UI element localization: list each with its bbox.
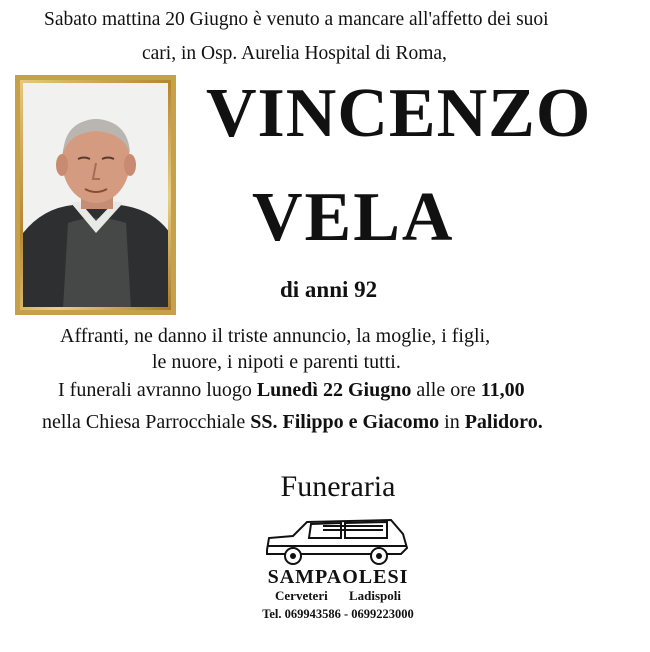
funeral-home-logo bbox=[243, 470, 433, 635]
logo-brand-name: SAMPAOLESI bbox=[267, 566, 409, 588]
funeral-date: Lunedì 22 Giugno bbox=[256, 379, 412, 401]
logo-town: Ladispoli bbox=[348, 588, 401, 603]
deceased-age: di anni 92 bbox=[280, 277, 378, 302]
portrait-illustration bbox=[23, 83, 168, 307]
hearse-icon bbox=[263, 510, 411, 568]
funeral-church: SS. Filippo e Giacomo bbox=[250, 411, 440, 433]
funeral-line-2 bbox=[42, 410, 543, 434]
logo-town: Cerveteri bbox=[275, 588, 328, 603]
funeral-line-1 bbox=[58, 378, 525, 402]
logo-title: Funeraria bbox=[280, 470, 396, 503]
portrait-photo bbox=[23, 83, 168, 307]
logo-towns bbox=[243, 588, 433, 604]
deceased-last-name: VELA bbox=[252, 179, 455, 256]
portrait-frame bbox=[15, 75, 176, 315]
announcement-line-2: le nuore, i nipoti e parenti tutti. bbox=[152, 351, 401, 373]
intro-line-2: cari, in Osp. Aurelia Hospital di Roma, bbox=[142, 43, 447, 64]
deceased-first-name: VINCENZO bbox=[206, 75, 592, 152]
funeral-place: Palidoro. bbox=[464, 411, 543, 433]
funeral-text: nella Chiesa Parrocchiale bbox=[42, 411, 251, 433]
intro-line-1: Sabato mattina 20 Giugno è venuto a mancare all'affetto dei suoi bbox=[44, 9, 549, 30]
announcement-line-1: Affranti, ne danno il triste annuncio, la moglie, i figli, bbox=[60, 325, 491, 347]
logo-telephone: Tel. 069943586 - 0699223000 bbox=[262, 607, 414, 621]
funeral-text: I funerali avranno luogo bbox=[58, 379, 257, 401]
funeral-text: alle ore bbox=[411, 379, 481, 401]
funeral-text: in bbox=[439, 411, 465, 433]
funeral-time: 11,00 bbox=[480, 379, 525, 401]
